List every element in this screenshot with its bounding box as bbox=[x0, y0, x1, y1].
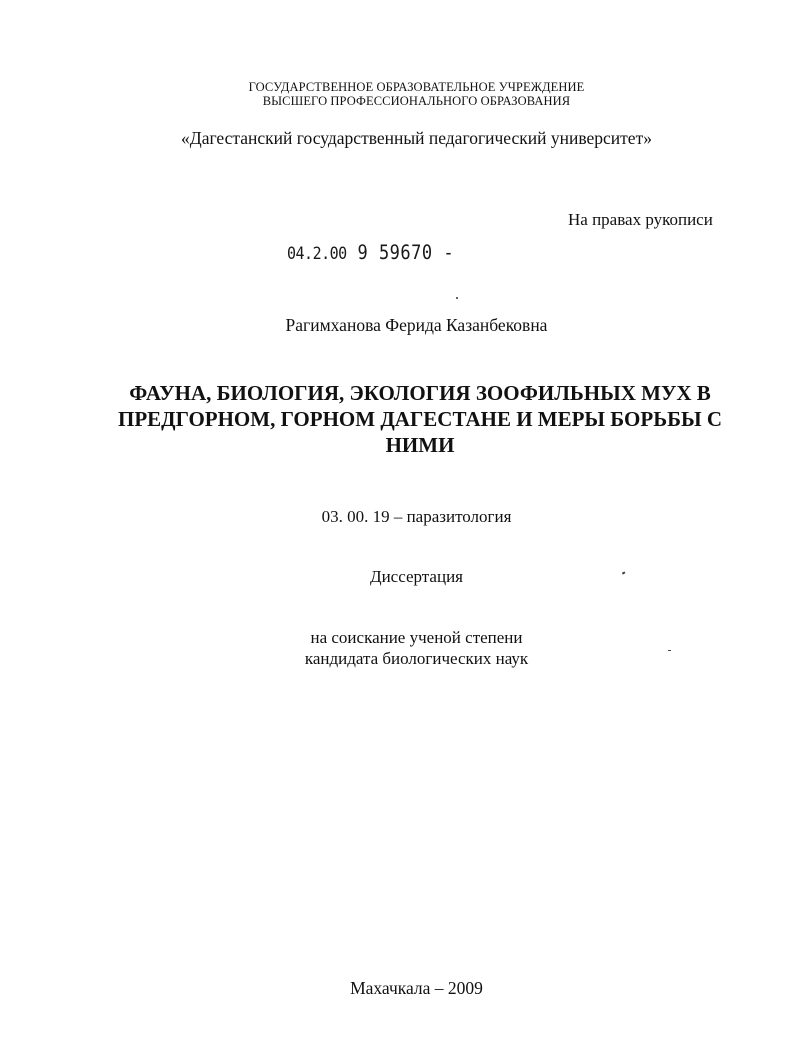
degree-line-1: на соискание ученой степени bbox=[310, 628, 523, 647]
stamp-number: 9 59670 - bbox=[357, 241, 455, 265]
document-type: Диссертация bbox=[369, 567, 463, 586]
city-year: Махачкала – 2009 bbox=[350, 978, 483, 998]
institution-line-2: ВЫСШЕГО ПРОФЕССИОНАЛЬНОГО ОБРАЗОВАНИЯ bbox=[262, 94, 571, 108]
stamp-date: 04.2.00 bbox=[287, 242, 347, 264]
institution-line-1: ГОСУДАРСТВЕННОЕ ОБРАЗОВАТЕЛЬНОЕ УЧРЕЖДЕНИЕ bbox=[248, 80, 585, 94]
specialty-code: 03. 00. 19 – паразитология bbox=[321, 507, 512, 526]
library-stamp bbox=[287, 242, 454, 265]
author-name: Рагимханова Ферида Казанбековна bbox=[285, 315, 548, 335]
degree-line-2: кандидата биологических наук bbox=[304, 649, 529, 668]
university-name: «Дагестанский государственный педагогический университет» bbox=[181, 128, 652, 148]
dissertation-title: ФАУНА, БИОЛОГИЯ, ЭКОЛОГИЯ ЗООФИЛЬНЫХ МУХ В ПРЕДГОРНОМ, ГОРНОМ ДАГЕСТАНЕ И МЕРЫ БОРЬБЫ С НИМИ bbox=[117, 381, 723, 457]
rights-notice: На правах рукописи bbox=[568, 210, 713, 229]
scan-speck bbox=[668, 650, 671, 651]
scan-speck bbox=[456, 297, 458, 299]
